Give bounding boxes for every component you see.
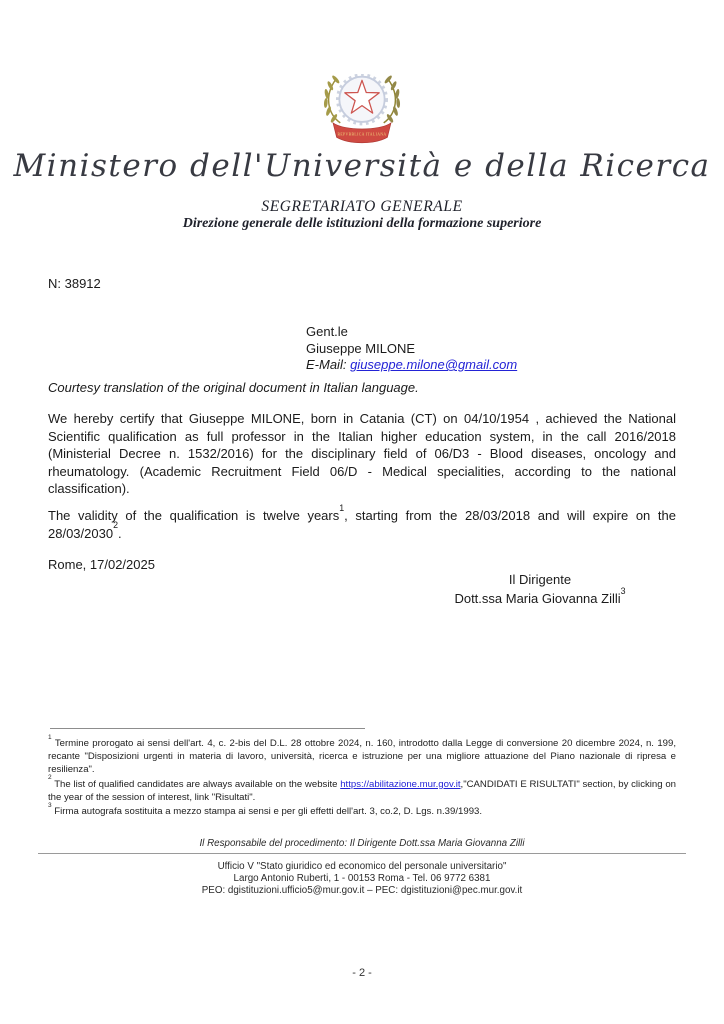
recipient-email-line xyxy=(306,357,517,374)
footnote-3: $^3$ Firma autografa sostituita a mezzo stampa ai sensi e per gli effetti dell'art. 3, co.2, D. Lgs. n.39/1993. xyxy=(48,801,483,818)
directorate-subtitle: Direzione generale delle istituzioni della formazione superiore xyxy=(182,216,542,231)
footer-contact-block xyxy=(0,861,724,898)
ministry-name: Ministero dell'Università e della Ricerca xyxy=(13,148,711,184)
italy-emblem-icon xyxy=(316,74,408,155)
footer-address: Largo Antonio Ruberti, 1 - 00153 Roma - Tel. 06 9772 6381 xyxy=(233,873,491,885)
footnote-separator xyxy=(50,728,365,729)
email-label: E-Mail: xyxy=(306,357,347,372)
footnote-ref-3: 3 xyxy=(620,585,626,596)
signature-block xyxy=(398,570,682,608)
footnotes-section xyxy=(48,733,677,819)
footer-office: Ufficio V "Stato giuridico ed economico del personale universitario" xyxy=(217,861,507,872)
footer-contacts: PEO: dgistituzioni.ufficio5@mur.gov.it – PEC: dgistituzioni@pec.mur.gov.it xyxy=(201,885,523,897)
footnote-1: $^1$ Termine prorogato ai sensi dell'art. 4, c. 2-bis del D.L. 28 ottobre 2024, n. 160, introdotto dalla Legge di conversione 20 dicembre 2024, n. 199, recante "Disposizioni urgenti in materia di lavoro, università, ricerca e istruzione per una migliore attuazione del Piano nazionale di ripresa e resilienza". xyxy=(48,733,677,776)
abilitazione-site-link[interactable]: https://abilitazione.mur.gov.it xyxy=(340,778,461,790)
recipient-salutation: Gent.le xyxy=(306,324,348,339)
validity-text-1: The validity of the qualification is twelve years xyxy=(48,508,340,523)
validity-text-3: . xyxy=(118,525,122,541)
certification-paragraph: We hereby certify that Giuseppe MILONE, born in Catania (CT) on 04/10/1954 , achieved the National Scientific qualification as full professor in the Italian higher education system, in the call 2016/2018 (Ministerial Decree n. 1532/2016) for the disciplinary field of 06/D3 - Blood diseases, oncology and rheumatology. (Academic Recruitment Field 06/D - Medical specialities, according to the national classification). xyxy=(48,411,676,496)
protocol-number: N: 38912 xyxy=(48,276,101,291)
responsible-line: Il Responsabile del procedimento: Il Dirigente Dott.ssa Maria Giovanna Zilli xyxy=(199,838,525,849)
svg-text:REPVBBLICA ITALIANA: REPVBBLICA ITALIANA xyxy=(337,132,387,137)
footnote-2: $^2$ The list of qualified candidates are always available on the website https://abilitazione.mur.gov.it,"CANDIDATI E RISULTATI" section, by clicking on the year of the session of interest, link "Risultati". xyxy=(48,774,676,803)
footnote-ref-1: 1 xyxy=(339,502,345,513)
signer-name: Dott.ssa Maria Giovanna Zilli$^3$ xyxy=(454,585,626,606)
secretariat-title: SEGRETARIATO GENERALE xyxy=(261,198,463,215)
validity-paragraph xyxy=(48,502,676,542)
recipient-email-link[interactable]: giuseppe.milone@gmail.com xyxy=(350,357,518,372)
place-date-line: Rome, 17/02/2025 xyxy=(48,557,155,572)
recipient-name: Giuseppe MILONE xyxy=(306,340,416,356)
validity-text-2: , starting from the 28/03/2018 and will expire on the 28/03/2030 xyxy=(48,508,676,541)
footer-separator xyxy=(38,853,686,854)
footnote-ref-2: 2 xyxy=(113,520,118,531)
page-number: - 2 - xyxy=(352,967,372,979)
courtesy-translation-note: Courtesy translation of the original document in Italian language. xyxy=(48,380,419,395)
signer-role: Il Dirigente xyxy=(508,572,572,587)
recipient-block xyxy=(306,324,517,374)
